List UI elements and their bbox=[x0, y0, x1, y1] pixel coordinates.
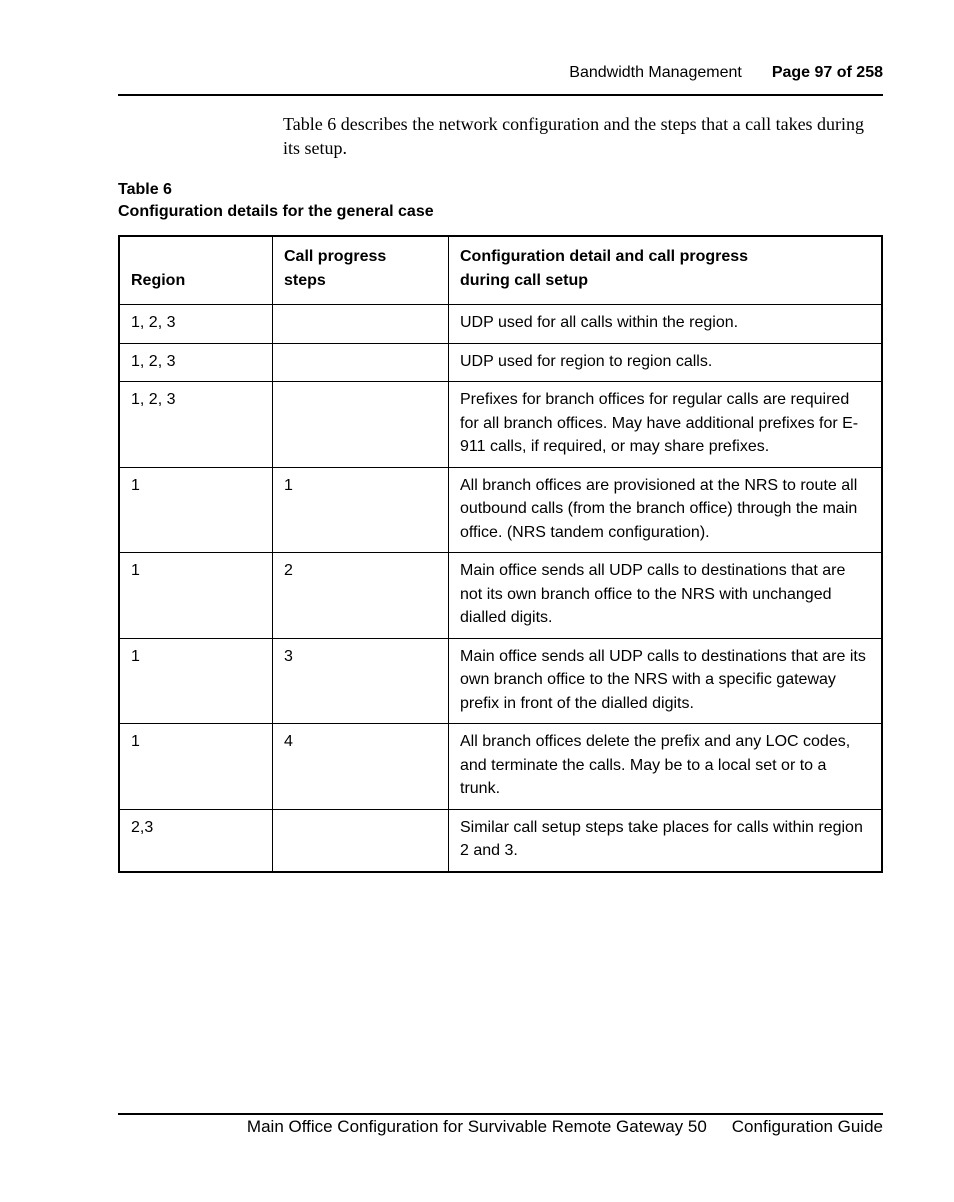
cell-call-step bbox=[273, 809, 449, 872]
cell-call-step: 1 bbox=[273, 467, 449, 553]
cell-call-step: 2 bbox=[273, 553, 449, 639]
cell-detail: All branch offices delete the prefix and any LOC codes, and terminate the calls. May be to a local set or to a trunk. bbox=[449, 724, 883, 810]
footer-document-type: Configuration Guide bbox=[731, 1117, 883, 1136]
cell-detail: Prefixes for branch offices for regular calls are required for all branch offices. May have additional prefixes for E-911 calls, if required, or may share prefixes. bbox=[449, 382, 883, 468]
cell-detail: Main office sends all UDP calls to destinations that are not its own branch office to the NRS with unchanged dialled digits. bbox=[449, 553, 883, 639]
table-row bbox=[119, 343, 882, 382]
footer-rule bbox=[118, 1113, 883, 1115]
header-region: Region bbox=[119, 236, 273, 305]
cell-detail: UDP used for region to region calls. bbox=[449, 343, 883, 382]
table-number: Table 6 bbox=[118, 181, 172, 198]
cell-region: 1 bbox=[119, 724, 273, 810]
cell-call-step bbox=[273, 305, 449, 344]
cell-call-step bbox=[273, 343, 449, 382]
cell-call-step: 4 bbox=[273, 724, 449, 810]
cell-call-step: 3 bbox=[273, 638, 449, 724]
cell-region: 2,3 bbox=[119, 809, 273, 872]
cell-region: 1 bbox=[119, 467, 273, 553]
table-row bbox=[119, 553, 882, 639]
cell-region: 1, 2, 3 bbox=[119, 305, 273, 344]
table-row bbox=[119, 467, 882, 553]
page-footer bbox=[118, 1117, 883, 1137]
table-row bbox=[119, 724, 882, 810]
cell-region: 1 bbox=[119, 553, 273, 639]
table-row bbox=[119, 638, 882, 724]
header-page-number: Page 97 of 258 bbox=[771, 64, 883, 81]
configuration-table bbox=[118, 235, 883, 873]
header-section-title: Bandwidth Management bbox=[569, 64, 742, 81]
table-row bbox=[119, 382, 882, 468]
page-header bbox=[118, 64, 883, 94]
table-caption bbox=[118, 179, 434, 223]
table-row bbox=[119, 305, 882, 344]
cell-region: 1, 2, 3 bbox=[119, 382, 273, 468]
header-call-progress-steps: Call progress steps bbox=[273, 236, 449, 305]
cell-call-step bbox=[273, 382, 449, 468]
table-header-row bbox=[119, 236, 882, 305]
cell-region: 1 bbox=[119, 638, 273, 724]
cell-detail: All branch offices are provisioned at the NRS to route all outbound calls (from the branch office) through the main office. (NRS tandem configuration). bbox=[449, 467, 883, 553]
header-configuration-detail: Configuration detail and call progress during call setup bbox=[449, 236, 883, 305]
table-row bbox=[119, 809, 882, 872]
cell-detail: Main office sends all UDP calls to destinations that are its own branch office to the NRS with a specific gateway prefix in front of the dialled digits. bbox=[449, 638, 883, 724]
cell-region: 1, 2, 3 bbox=[119, 343, 273, 382]
intro-paragraph: Table 6 describes the network configuration and the steps that a call takes during its setup. bbox=[283, 114, 865, 158]
cell-detail: Similar call setup steps take places for calls within region 2 and 3. bbox=[449, 809, 883, 872]
table-body bbox=[119, 305, 882, 872]
cell-detail: UDP used for all calls within the region. bbox=[449, 305, 883, 344]
header-rule bbox=[118, 94, 883, 96]
footer-document-title: Main Office Configuration for Survivable Remote Gateway 50 bbox=[246, 1117, 707, 1136]
table-title: Configuration details for the general case bbox=[118, 203, 434, 220]
